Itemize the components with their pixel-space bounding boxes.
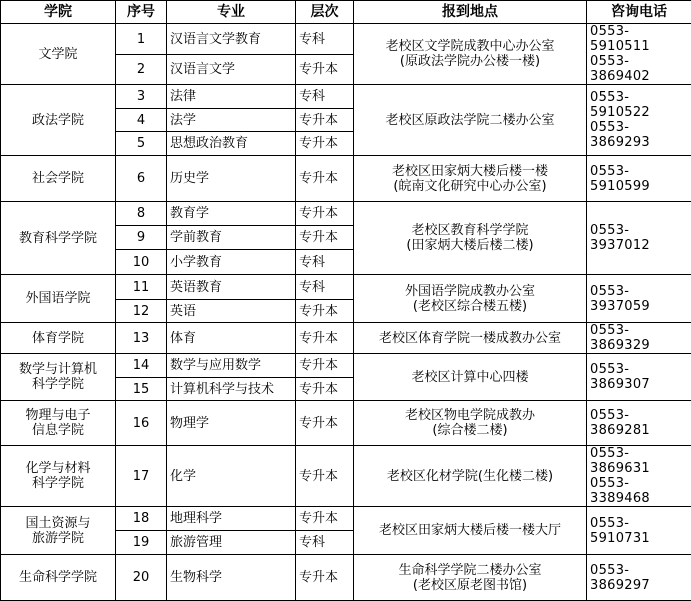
seq-cell: 20 <box>116 555 167 601</box>
college-cell <box>1 555 116 601</box>
college-name-line: 科学学院 <box>4 377 112 392</box>
phone-number: 0553-3869329 <box>590 323 688 353</box>
location-cell <box>354 275 587 323</box>
major-cell: 教育学 <box>167 202 296 226</box>
major-cell: 英语 <box>167 300 296 323</box>
location-cell <box>354 202 587 275</box>
location-line: (老校区原老图书馆) <box>357 578 583 593</box>
college-cell <box>1 85 116 156</box>
college-name-line: 教育科学学院 <box>4 231 112 246</box>
location-line: (综合楼二楼) <box>357 423 583 438</box>
level-cell: 专升本 <box>296 226 354 250</box>
level-cell: 专科 <box>296 275 354 300</box>
header-row <box>1 1 691 24</box>
level-cell: 专升本 <box>296 354 354 378</box>
location-line: 老校区原政法学院二楼办公室 <box>357 113 583 128</box>
header-location: 报到地点 <box>354 1 587 24</box>
college-name-line: 文学院 <box>4 47 112 62</box>
seq-cell: 14 <box>116 354 167 378</box>
college-name-line: 政法学院 <box>4 113 112 128</box>
header-seq: 序号 <box>116 1 167 24</box>
college-name-line: 数学与计算机 <box>4 362 112 377</box>
table-row <box>1 323 691 354</box>
seq-cell: 1 <box>116 24 167 55</box>
phone-number: 0553-3937059 <box>590 284 688 314</box>
seq-cell: 19 <box>116 531 167 555</box>
location-cell <box>354 156 587 202</box>
table-row <box>1 446 691 507</box>
location-line: (皖南文化研究中心办公室) <box>357 179 583 194</box>
level-cell: 专升本 <box>296 202 354 226</box>
major-cell: 计算机科学与技术 <box>167 378 296 401</box>
major-cell: 思想政治教育 <box>167 132 296 156</box>
major-cell: 生物科学 <box>167 555 296 601</box>
phone-cell <box>587 156 691 202</box>
major-cell: 学前教育 <box>167 226 296 250</box>
level-cell: 专科 <box>296 85 354 109</box>
college-cell <box>1 156 116 202</box>
college-name-line: 旅游学院 <box>4 531 112 546</box>
level-cell: 专科 <box>296 531 354 555</box>
level-cell: 专升本 <box>296 55 354 85</box>
location-cell <box>354 85 587 156</box>
seq-cell: 13 <box>116 323 167 354</box>
seq-cell: 16 <box>116 401 167 446</box>
seq-cell: 15 <box>116 378 167 401</box>
level-cell: 专升本 <box>296 507 354 531</box>
location-line: (原政法学院办公楼一楼) <box>357 54 583 69</box>
table-body <box>1 24 691 601</box>
major-cell: 地理科学 <box>167 507 296 531</box>
college-cell <box>1 24 116 85</box>
level-cell: 专升本 <box>296 323 354 354</box>
seq-cell: 9 <box>116 226 167 250</box>
major-cell: 英语教育 <box>167 275 296 300</box>
phone-number: 0553-3869307 <box>590 362 688 392</box>
location-line: 生命科学学院二楼办公室 <box>357 563 583 578</box>
seq-cell: 4 <box>116 109 167 132</box>
college-name-line: 体育学院 <box>4 331 112 346</box>
major-cell: 汉语言文学 <box>167 55 296 85</box>
major-cell: 小学教育 <box>167 250 296 275</box>
level-cell: 专升本 <box>296 132 354 156</box>
seq-cell: 5 <box>116 132 167 156</box>
phone-number: 0553-3869402 <box>590 54 688 84</box>
major-cell: 化学 <box>167 446 296 507</box>
college-name-line: 科学学院 <box>4 476 112 491</box>
college-cell <box>1 354 116 401</box>
table-row <box>1 507 691 531</box>
college-name-line: 生命科学学院 <box>4 570 112 585</box>
level-cell: 专科 <box>296 24 354 55</box>
location-line: 老校区物电学院成教办 <box>357 408 583 423</box>
college-cell <box>1 202 116 275</box>
phone-cell <box>587 446 691 507</box>
major-cell: 旅游管理 <box>167 531 296 555</box>
phone-number: 0553-3389468 <box>590 476 688 506</box>
phone-number: 0553-3869281 <box>590 408 688 438</box>
college-name-line: 物理与电子 <box>4 408 112 423</box>
seq-cell: 6 <box>116 156 167 202</box>
location-line: 老校区文学院成教中心办公室 <box>357 39 583 54</box>
seq-cell: 10 <box>116 250 167 275</box>
seq-cell: 2 <box>116 55 167 85</box>
header-college: 学院 <box>1 1 116 24</box>
table-row <box>1 401 691 446</box>
phone-cell <box>587 202 691 275</box>
college-cell <box>1 275 116 323</box>
location-cell <box>354 507 587 555</box>
phone-number: 0553-5910731 <box>590 516 688 546</box>
table-row <box>1 275 691 300</box>
college-name-line: 外国语学院 <box>4 291 112 306</box>
location-line: 老校区田家炳大楼后楼一楼 <box>357 164 583 179</box>
location-line: (田家炳大楼后楼二楼) <box>357 238 583 253</box>
phone-cell <box>587 555 691 601</box>
seq-cell: 17 <box>116 446 167 507</box>
table-row <box>1 85 691 109</box>
location-line: 老校区计算中心四楼 <box>357 370 583 385</box>
college-cell <box>1 507 116 555</box>
college-name-line: 化学与材料 <box>4 461 112 476</box>
table-row <box>1 156 691 202</box>
college-name-line: 社会学院 <box>4 171 112 186</box>
location-line: 老校区体育学院一楼成教办公室 <box>357 331 583 346</box>
location-cell <box>354 323 587 354</box>
table-row <box>1 202 691 226</box>
major-cell: 物理学 <box>167 401 296 446</box>
header-major: 专业 <box>167 1 296 24</box>
college-name-line: 信息学院 <box>4 423 112 438</box>
table-row <box>1 555 691 601</box>
phone-number: 0553-5910599 <box>590 164 688 194</box>
major-cell: 历史学 <box>167 156 296 202</box>
level-cell: 专升本 <box>296 401 354 446</box>
location-line: 老校区田家炳大楼后楼一楼大厅 <box>357 523 583 538</box>
level-cell: 专升本 <box>296 555 354 601</box>
phone-cell <box>587 275 691 323</box>
phone-number: 0553-5910511 <box>590 24 688 54</box>
seq-cell: 3 <box>116 85 167 109</box>
seq-cell: 11 <box>116 275 167 300</box>
location-line: 外国语学院成教办公室 <box>357 284 583 299</box>
college-cell <box>1 401 116 446</box>
phone-number: 0553-3869297 <box>590 563 688 593</box>
table-row <box>1 354 691 378</box>
major-cell: 数学与应用数学 <box>167 354 296 378</box>
phone-cell <box>587 24 691 85</box>
location-line: 老校区教育科学学院 <box>357 223 583 238</box>
college-cell <box>1 446 116 507</box>
location-cell <box>354 446 587 507</box>
location-line: (老校区综合楼五楼) <box>357 299 583 314</box>
phone-number: 0553-3937012 <box>590 223 688 253</box>
phone-number: 0553-3869631 <box>590 446 688 476</box>
level-cell: 专科 <box>296 250 354 275</box>
college-cell <box>1 323 116 354</box>
major-cell: 法律 <box>167 85 296 109</box>
major-cell: 汉语言文学教育 <box>167 24 296 55</box>
location-cell <box>354 401 587 446</box>
seq-cell: 8 <box>116 202 167 226</box>
seq-cell: 12 <box>116 300 167 323</box>
phone-cell <box>587 85 691 156</box>
location-cell <box>354 24 587 85</box>
location-line: 老校区化材学院(生化楼二楼) <box>357 469 583 484</box>
phone-cell <box>587 507 691 555</box>
header-phone: 咨询电话 <box>587 1 691 24</box>
major-cell: 法学 <box>167 109 296 132</box>
phone-number: 0553-3869293 <box>590 120 688 150</box>
level-cell: 专升本 <box>296 446 354 507</box>
major-cell: 体育 <box>167 323 296 354</box>
phone-cell <box>587 323 691 354</box>
phone-cell <box>587 354 691 401</box>
location-cell <box>354 354 587 401</box>
level-cell: 专升本 <box>296 378 354 401</box>
level-cell: 专升本 <box>296 109 354 132</box>
location-cell <box>354 555 587 601</box>
seq-cell: 18 <box>116 507 167 531</box>
header-level: 层次 <box>296 1 354 24</box>
table-row <box>1 24 691 55</box>
college-name-line: 国土资源与 <box>4 516 112 531</box>
phone-cell <box>587 401 691 446</box>
level-cell: 专升本 <box>296 300 354 323</box>
phone-number: 0553-5910522 <box>590 90 688 120</box>
level-cell: 专升本 <box>296 156 354 202</box>
